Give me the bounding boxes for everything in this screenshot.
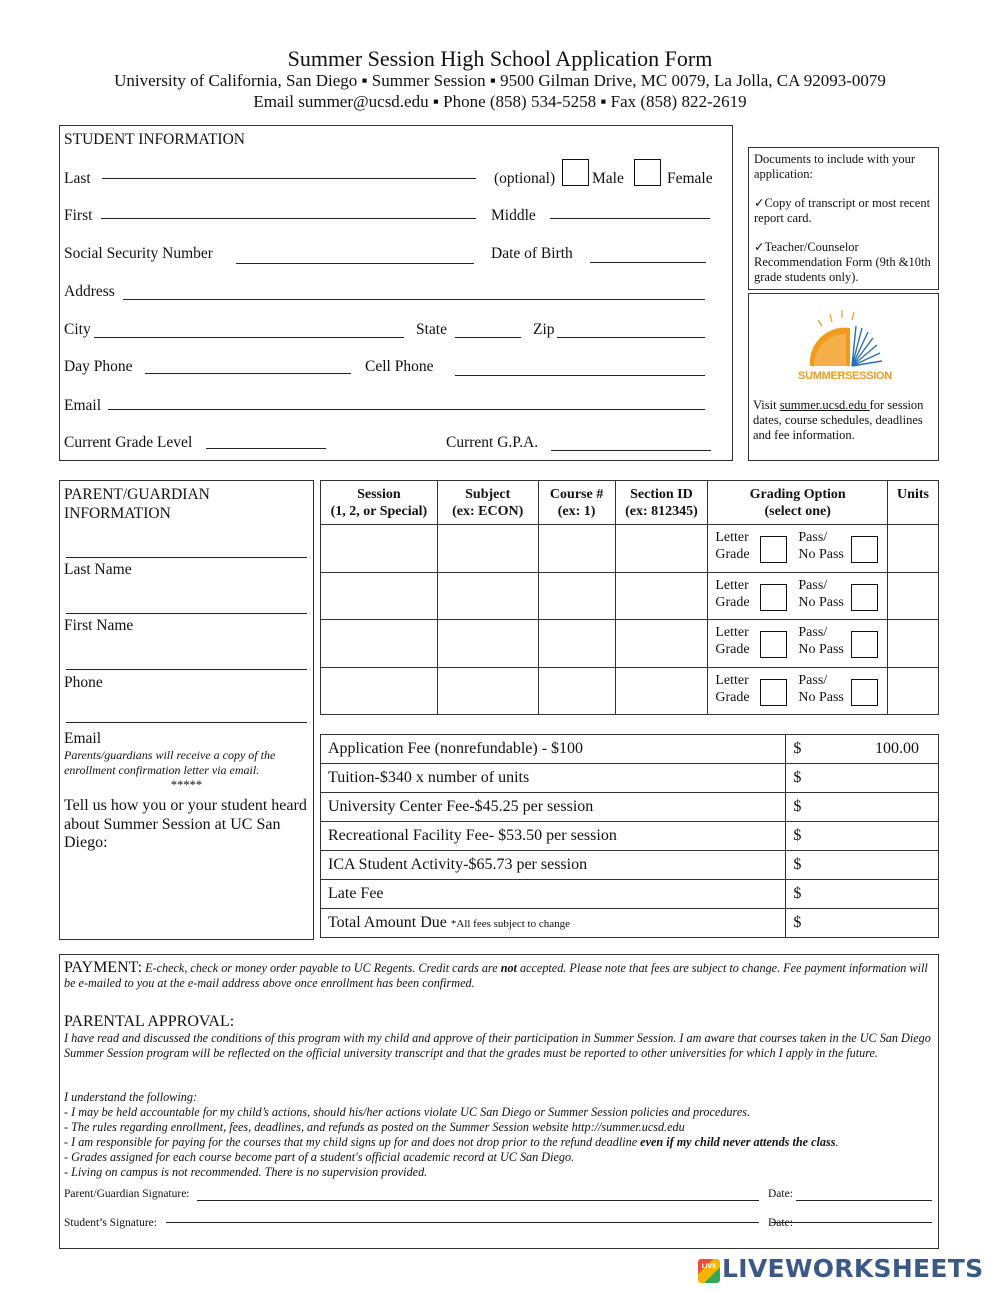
letter-grade-checkbox[interactable] — [760, 631, 787, 658]
ssn-field[interactable] — [236, 263, 474, 264]
website-link[interactable]: summer.ucsd.edu — [779, 398, 870, 412]
parent-date-field[interactable] — [796, 1200, 932, 1201]
first-name-label: First — [64, 207, 93, 224]
ssn-label: Social Security Number — [64, 245, 213, 262]
optional-label: (optional) — [494, 170, 556, 187]
grade-level-field[interactable] — [206, 448, 326, 449]
units-cell[interactable] — [888, 525, 939, 573]
dollar-sign: $ — [793, 885, 802, 902]
last-name-field[interactable] — [102, 178, 476, 179]
parent-signature-field[interactable] — [197, 1200, 759, 1201]
dollar-sign: $ — [793, 798, 802, 815]
letter-grade-checkbox[interactable] — [760, 679, 787, 706]
dollar-sign: $ — [793, 827, 802, 844]
subject-cell[interactable] — [437, 620, 538, 668]
city-field[interactable] — [94, 337, 404, 338]
parent-email-note: Parents/guardians will receive a copy of the enrollment confirmation letter via email. — [64, 748, 276, 777]
pass-no-pass-checkbox[interactable] — [851, 584, 878, 611]
cell-phone-field[interactable] — [455, 375, 705, 376]
payment-block — [64, 960, 932, 991]
documents-box — [748, 147, 939, 290]
dollar-sign: $ — [793, 856, 802, 873]
stars-separator: ***** — [170, 778, 203, 792]
fee-amount-cell[interactable] — [786, 822, 939, 851]
documents-item-transcript: ✓Copy of transcript or most recent report card. — [754, 196, 931, 225]
units-cell[interactable] — [888, 620, 939, 668]
understand-heading: I understand the following: — [64, 1090, 198, 1104]
female-checkbox[interactable] — [634, 159, 661, 186]
header-subject: Subject (ex: ECON) — [437, 481, 538, 525]
visit-prefix: Visit — [753, 398, 780, 412]
section-id-cell[interactable] — [615, 572, 708, 620]
letter-grade-label: Letter Grade — [715, 530, 750, 562]
fee-amount-cell[interactable] — [786, 735, 939, 764]
female-label: Female — [667, 170, 713, 187]
course-number-cell[interactable] — [538, 572, 615, 620]
address-label: Address — [64, 283, 115, 300]
student-info-heading: STUDENT INFORMATION — [64, 131, 245, 148]
student-info-section — [59, 125, 733, 461]
payment-heading: PAYMENT: — [64, 959, 143, 976]
cell-phone-label: Cell Phone — [365, 358, 434, 375]
email-label: Email — [64, 397, 102, 414]
course-number-cell[interactable] — [538, 667, 615, 715]
course-number-cell[interactable] — [538, 620, 615, 668]
dob-label: Date of Birth — [491, 245, 573, 262]
fee-label: Recreational Facility Fee- $53.50 per session — [321, 822, 786, 851]
grading-option-cell — [708, 572, 888, 620]
fee-row — [321, 822, 939, 851]
payment-text-b: accepted. Please note that fees are subject to change. Fee payment information will be e-mailed to you at the e-mail address above once enrollment has been confirmed. — [64, 961, 928, 990]
parent-signature-label: Parent/Guardian Signature: — [64, 1188, 190, 1200]
fee-label: University Center Fee-$45.25 per session — [321, 793, 786, 822]
dob-field[interactable] — [590, 262, 706, 263]
parent-phone-field[interactable] — [66, 669, 307, 670]
header-section-id: Section ID (ex: 812345) — [615, 481, 708, 525]
grading-option-cell — [708, 620, 888, 668]
section-id-cell[interactable] — [615, 620, 708, 668]
subject-cell[interactable] — [437, 525, 538, 573]
visit-suffix: for session dates, course schedules, deadlines and fee information. — [753, 398, 924, 442]
parent-first-name-field[interactable] — [66, 613, 307, 614]
payment-text-a: E-check, check or money order payable to UC Regents. Credit cards are — [142, 961, 501, 975]
contact-line: Email summer@ucsd.edu ▪ Phone (858) 534-5258 ▪ Fax (858) 822-2619 — [253, 92, 747, 111]
last-name-label: Last — [64, 170, 91, 187]
section-id-cell[interactable] — [615, 667, 708, 715]
pass-no-pass-checkbox[interactable] — [851, 679, 878, 706]
fee-row — [321, 793, 939, 822]
day-phone-label: Day Phone — [64, 358, 133, 375]
dollar-sign: $ — [793, 914, 802, 931]
course-row — [321, 667, 939, 715]
documents-intro: Documents to include with your application: — [754, 152, 916, 181]
dollar-sign: $ — [793, 769, 802, 786]
understand-bullet: - Grades assigned for each course become part of a student's official academic record at UC San Diego. — [64, 1150, 575, 1164]
fee-label: Application Fee (nonrefundable) - $100 — [321, 735, 786, 764]
student-signature-label: Student’s Signature: — [64, 1217, 157, 1229]
logo-text: SUMMERSESSION — [798, 370, 892, 382]
liveworksheets-watermark: LIVEWORKSHEETS — [722, 1254, 984, 1283]
header-units: Units — [888, 481, 939, 525]
parent-first-name-label: First Name — [64, 617, 134, 634]
parent-info-section — [59, 480, 314, 940]
total-amount-cell[interactable] — [786, 909, 939, 938]
fee-label: Late Fee — [321, 880, 786, 909]
grade-level-label: Current Grade Level — [64, 434, 193, 451]
zip-label: Zip — [533, 321, 555, 338]
male-label: Male — [592, 170, 624, 187]
parent-email-label: Email — [64, 730, 102, 747]
fee-row — [321, 735, 939, 764]
course-number-cell[interactable] — [538, 525, 615, 573]
session-cell[interactable] — [321, 525, 438, 573]
session-cell[interactable] — [321, 572, 438, 620]
understand-bullet: - Living on campus is not recommended. There is no supervision provided. — [64, 1165, 428, 1179]
email-field[interactable] — [108, 409, 705, 410]
fee-label: ICA Student Activity-$65.73 per session — [321, 851, 786, 880]
state-label: State — [416, 321, 447, 338]
pass-no-pass-label: Pass/ No Pass — [798, 577, 844, 610]
liveworksheets-badge-text: LIVE — [701, 1263, 717, 1270]
header-course-number: Course # (ex: 1) — [538, 481, 615, 525]
units-cell[interactable] — [888, 572, 939, 620]
fee-label: Tuition-$340 x number of units — [321, 764, 786, 793]
fee-row — [321, 880, 939, 909]
fee-amount-cell[interactable] — [786, 764, 939, 793]
payment-text-not: not — [500, 961, 517, 975]
fees-table — [320, 734, 939, 938]
pass-no-pass-label: Pass/ No Pass — [798, 530, 844, 562]
parental-approval-text: I have read and discussed the conditions of this program with my child and approve of their participation in Summer Session. I am aware that courses taken in the UC San Diego Summer Session program will be reflected on the official university transcript and that the grades must be reported to other universities for which I apply in the future. — [64, 1031, 931, 1060]
total-note: *All fees subject to change — [450, 918, 571, 930]
fee-row — [321, 851, 939, 880]
pass-no-pass-checkbox[interactable] — [851, 536, 878, 563]
courses-table — [320, 480, 939, 715]
grading-option-cell — [708, 667, 888, 715]
understand-bullet: - I am responsible for paying for the courses that my child signs up for and does not drop prior to the refund deadline even if my child never attends the class. — [64, 1135, 839, 1149]
fee-amount-cell[interactable] — [786, 851, 939, 880]
zip-field[interactable] — [557, 337, 705, 338]
total-label-cell — [321, 909, 786, 938]
course-row — [321, 620, 939, 668]
courses-header-row — [321, 481, 939, 525]
student-date-field[interactable] — [771, 1222, 932, 1223]
gpa-label: Current G.P.A. — [446, 434, 539, 451]
parent-date-label: Date: — [768, 1188, 793, 1200]
session-cell[interactable] — [321, 667, 438, 715]
pass-no-pass-label: Pass/ No Pass — [798, 672, 844, 705]
section-id-cell[interactable] — [615, 525, 708, 573]
course-row — [321, 525, 939, 573]
state-field[interactable] — [455, 337, 521, 338]
fee-amount-cell[interactable] — [786, 880, 939, 909]
units-cell[interactable] — [888, 667, 939, 715]
student-signature-field[interactable] — [166, 1222, 759, 1223]
form-title: Summer Session High School Application Form — [287, 46, 713, 71]
fee-row — [321, 764, 939, 793]
pass-no-pass-checkbox[interactable] — [851, 631, 878, 658]
heard-about-prompt: Tell us how you or your student heard about Summer Session at UC San Diego: — [64, 797, 307, 851]
male-checkbox[interactable] — [562, 159, 589, 186]
understand-bullet: - The rules regarding enrollment, fees, deadlines, and refunds as posted on the Summer Session website http://summer.ucsd.edu — [64, 1120, 685, 1134]
parent-phone-label: Phone — [64, 674, 103, 691]
first-name-field[interactable] — [101, 218, 476, 219]
middle-name-label: Middle — [491, 207, 536, 224]
student-date-label: Date: — [768, 1217, 793, 1229]
letter-grade-label: Letter Grade — [715, 577, 750, 610]
fee-amount-cell[interactable] — [786, 793, 939, 822]
total-row — [321, 909, 939, 938]
parent-last-name-field[interactable] — [66, 557, 307, 558]
documents-item-recommendation: ✓Teacher/Counselor Recommendation Form (9th &10th grade students only). — [754, 240, 931, 284]
header-grading-option: Grading Option (select one) — [708, 481, 888, 525]
gpa-field[interactable] — [551, 450, 711, 451]
subject-cell[interactable] — [437, 667, 538, 715]
parent-email-field[interactable] — [66, 722, 307, 723]
letter-grade-label: Letter Grade — [715, 625, 750, 657]
grading-option-cell — [708, 525, 888, 573]
header-session: Session (1, 2, or Special) — [321, 481, 438, 525]
course-row — [321, 572, 939, 620]
dollar-sign: $ — [793, 740, 802, 757]
session-cell[interactable] — [321, 620, 438, 668]
subject-cell[interactable] — [437, 572, 538, 620]
letter-grade-checkbox[interactable] — [760, 584, 787, 611]
middle-name-field[interactable] — [550, 218, 710, 219]
pass-no-pass-label: Pass/ No Pass — [798, 625, 844, 657]
fee-amount: 100.00 — [875, 740, 919, 757]
understand-bullet: - I may be held accountable for my child’s actions, should his/her actions violate UC San Diego or Summer Session policies and procedures. — [64, 1105, 751, 1119]
parental-approval-heading: PARENTAL APPROVAL: — [64, 1013, 235, 1030]
total-label: Total Amount Due — [328, 914, 451, 931]
visit-text — [753, 398, 937, 443]
parent-last-name-label: Last Name — [64, 561, 132, 578]
parent-info-heading: PARENT/GUARDIAN INFORMATION — [64, 486, 210, 522]
address-line: University of California, San Diego ▪ Summer Session ▪ 9500 Gilman Drive, MC 0079, La Jolla, CA 92093-0079 — [114, 71, 886, 90]
address-field[interactable] — [123, 299, 705, 300]
letter-grade-checkbox[interactable] — [760, 536, 787, 563]
city-label: City — [64, 321, 91, 338]
letter-grade-label: Letter Grade — [715, 672, 750, 705]
day-phone-field[interactable] — [145, 373, 351, 374]
